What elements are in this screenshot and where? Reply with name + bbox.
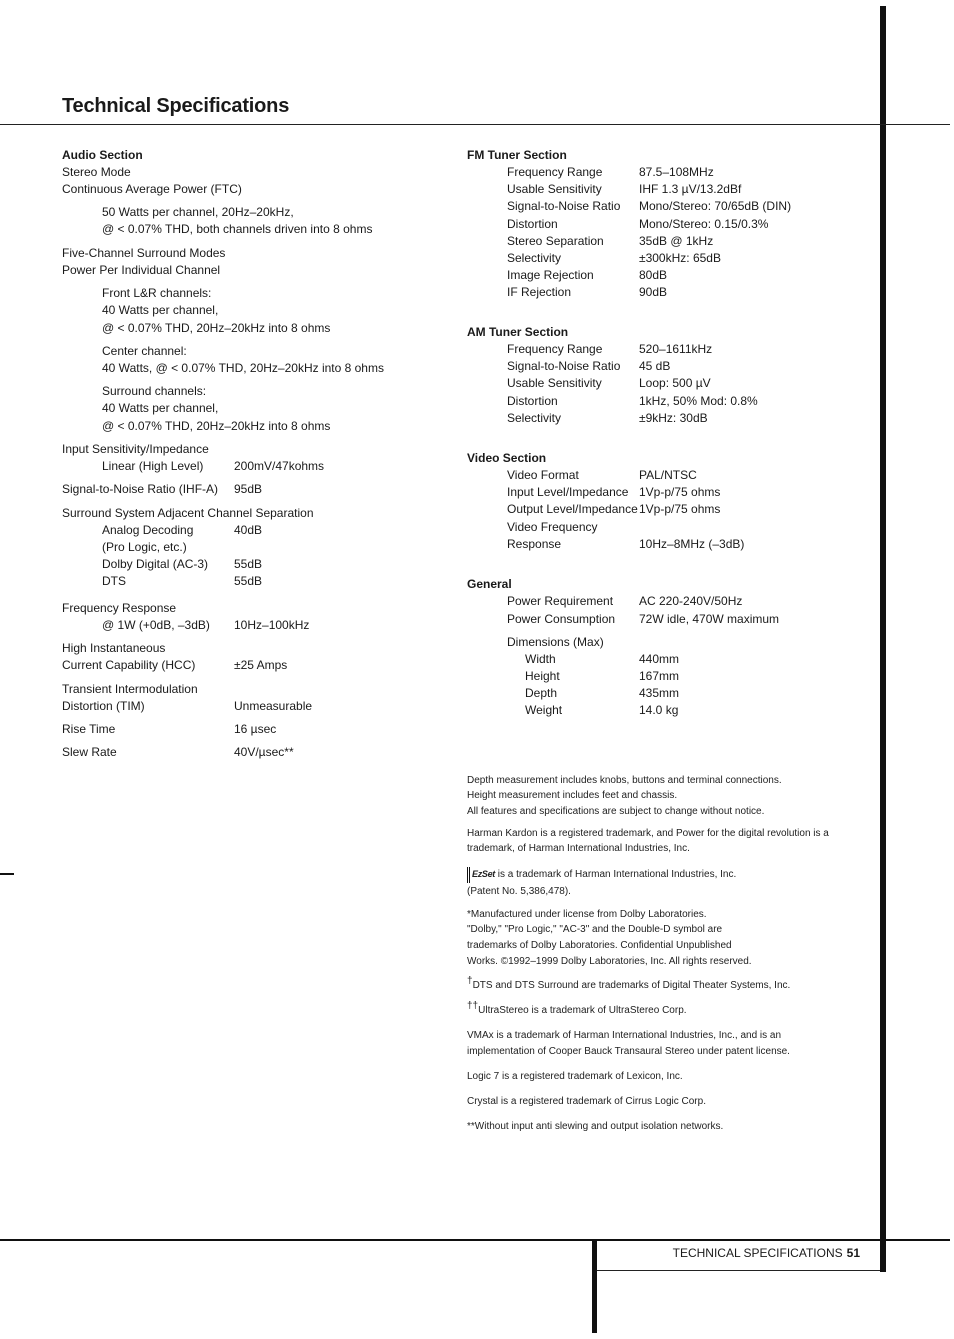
dagger-mark: † (467, 975, 473, 987)
spec-label: Input Level/Impedance (507, 485, 629, 500)
footnote-dts (467, 975, 791, 994)
footer-rule (0, 1239, 950, 1241)
fm-labels (507, 164, 620, 302)
spec-value: PAL/NTSC (639, 468, 697, 482)
spec-text: @ < 0.07% THD, both channels driven into 8 ohms (102, 222, 373, 236)
spec-value: 435mm (639, 686, 680, 700)
spec-label: Current Capability (HCC) (62, 658, 196, 672)
spec-label: (Pro Logic, etc.) (102, 540, 187, 554)
spec-label: Power Per Individual Channel (62, 263, 221, 277)
spec-label: Frequency Range (507, 342, 603, 356)
margin-tick (0, 873, 14, 875)
spec-value: 55dB (234, 557, 263, 571)
spec-value: Mono/Stereo: 70/65dB (DIN) (639, 199, 792, 214)
spec-label: Output Level/Impedance (507, 502, 638, 517)
spec-label: Depth (525, 686, 558, 700)
spec-label: Stereo Mode (62, 165, 131, 179)
spec-label: Continuous Average Power (FTC) (62, 182, 242, 196)
spec-value: 16 µsec (234, 722, 277, 736)
spec-value (639, 519, 744, 536)
footnote-text: (Patent No. 5,386,478). (467, 886, 571, 897)
footnote-text: Logic 7 is a registered trademark of Lexicon, Inc. (467, 1071, 683, 1082)
spec-text: @ < 0.07% THD, 20Hz–20kHz into 8 ohms (102, 419, 331, 433)
footnote-ultrastereo (467, 1000, 687, 1019)
double-dagger-mark: †† (467, 1000, 479, 1012)
spec-label: Slew Rate (62, 745, 117, 759)
spec-label: Linear (High Level) (102, 459, 204, 473)
spec-value: Mono/Stereo: 0.15/0.3% (639, 216, 769, 231)
footnote-text: All features and specifications are subject to change without notice. (467, 806, 765, 817)
fm-values (639, 164, 791, 302)
spec-label: @ 1W (+0dB, –3dB) (102, 618, 210, 632)
spec-label: Image Rejection (507, 268, 594, 283)
video-labels (507, 467, 638, 553)
spec-label: Analog Decoding (102, 523, 194, 537)
spec-value: 200mV/47kohms (234, 459, 325, 473)
footer-underline (597, 1270, 880, 1271)
spec-label: Dimensions (Max) (507, 635, 604, 649)
page-footer (660, 1246, 860, 1260)
spec-value: 1kHz, 50% Mod: 0.8% (639, 393, 758, 408)
spec-label: DTS (102, 574, 126, 588)
spec-label: Stereo Separation (507, 233, 604, 248)
spec-text: 50 Watts per channel, 20Hz–20kHz, (102, 205, 294, 219)
footnote-text: *Manufactured under license from Dolby Laboratories. (467, 909, 707, 920)
page-number: 51 (846, 1246, 860, 1260)
spec-label: Selectivity (507, 251, 562, 266)
footnote-text: is a trademark of Harman International Industries, Inc. (497, 869, 737, 880)
spec-value: 72W idle, 470W maximum (639, 612, 780, 626)
spec-label: Frequency Range (507, 165, 603, 179)
footnote-text: DTS and DTS Surround are trademarks of Digital Theater Systems, Inc. (472, 980, 791, 991)
fm-section-heading: FM Tuner Section (467, 148, 567, 162)
spec-value: 520–1611kHz (639, 342, 713, 356)
spec-value: ±9kHz: 30dB (639, 410, 708, 425)
spec-value: 87.5–108MHz (639, 165, 714, 179)
spec-label: Usable Sensitivity (507, 376, 602, 391)
spec-label: Input Sensitivity/Impedance (62, 442, 209, 456)
spec-label: Selectivity (507, 410, 562, 425)
spec-label: Power Consumption (507, 612, 616, 626)
footnote-text: Works. ©1992–1999 Dolby Laboratories, Inc. All rights reserved. (467, 956, 752, 967)
spec-value: 440mm (639, 652, 680, 666)
title-rule (0, 124, 950, 125)
spec-label: Five-Channel Surround Modes (62, 246, 226, 260)
spec-value: 45 dB (639, 359, 671, 374)
spec-value: IHF 1.3 µV/13.2dBf (639, 182, 742, 197)
video-values (639, 467, 744, 553)
spec-value: AC 220-240V/50Hz (639, 594, 743, 608)
spec-label: Transient Intermodulation (62, 682, 198, 696)
spec-label: Signal-to-Noise Ratio (507, 199, 621, 214)
footnote-text: Harman Kardon is a registered trademark, and Power for the digital revolution is a (467, 828, 829, 839)
spec-value: 10Hz–8MHz (–3dB) (639, 536, 745, 551)
spec-value: 1Vp-p/75 ohms (639, 485, 721, 500)
footnote-text: Depth measurement includes knobs, buttons and terminal connections. (467, 775, 782, 786)
spec-label: Signal-to-Noise Ratio (IHF-A) (62, 482, 219, 496)
spec-text: 40 Watts per channel, (102, 303, 219, 317)
footnote-text: Height measurement includes feet and chassis. (467, 790, 678, 801)
spec-value: 55dB (234, 574, 263, 588)
footnote-text: implementation of Cooper Bauck Transaural Stereo under patent license. (467, 1046, 790, 1057)
spec-value: ±25 Amps (234, 658, 288, 672)
footnote-text: trademark, of Harman International Industries, Inc. (467, 843, 690, 854)
footnote-text: "Dolby," "Pro Logic," "AC-3" and the Double-D symbol are (467, 924, 723, 935)
spec-text: 40 Watts per channel, (102, 401, 219, 415)
am-section-heading: AM Tuner Section (467, 325, 569, 339)
spec-value: 90dB (639, 285, 668, 300)
spec-label: Frequency Response (62, 601, 177, 615)
am-labels (507, 341, 620, 427)
spec-label: Video Frequency (507, 519, 598, 534)
ezset-logo-icon: EzSet (467, 867, 495, 883)
right-margin-bar (880, 6, 886, 1272)
spec-value: 80dB (639, 268, 668, 283)
spec-label: Rise Time (62, 722, 116, 736)
spec-value: 40dB (234, 523, 263, 537)
spec-label: Response (507, 536, 562, 551)
spec-text: @ < 0.07% THD, 20Hz–20kHz into 8 ohms (102, 321, 331, 335)
spec-label: Height (525, 669, 560, 683)
spec-value: 40V/µsec** (234, 745, 294, 759)
spec-value: 1Vp-p/75 ohms (639, 502, 721, 517)
footnote-text: VMAx is a trademark of Harman International Industries, Inc., and is an (467, 1030, 782, 1041)
spec-label: IF Rejection (507, 285, 572, 300)
spec-label: High Instantaneous (62, 641, 166, 655)
footnote-text: UltraStereo is a trademark of UltraStereo Corp. (478, 1005, 687, 1016)
spec-label: Dolby Digital (AC-3) (102, 557, 209, 571)
spec-text: Surround channels: (102, 384, 207, 398)
footnote-text: Crystal is a registered trademark of Cirrus Logic Corp. (467, 1096, 706, 1107)
footnote-ezset (467, 867, 736, 883)
audio-section-heading: Audio Section (62, 148, 143, 162)
spec-value: Loop: 500 µV (639, 376, 711, 391)
spec-value: Unmeasurable (234, 699, 313, 713)
video-section-heading: Video Section (467, 451, 547, 465)
spec-value: ±300kHz: 65dB (639, 251, 721, 266)
spec-label: Signal-to-Noise Ratio (507, 359, 621, 374)
spec-label: Usable Sensitivity (507, 182, 602, 197)
spec-label: Surround System Adjacent Channel Separation (62, 506, 314, 520)
footnote-text: trademarks of Dolby Laboratories. Confidential Unpublished (467, 940, 732, 951)
spec-label: Video Format (507, 468, 579, 482)
spec-value: 10Hz–100kHz (234, 618, 310, 632)
spec-value: 14.0 kg (639, 703, 679, 717)
spec-label: Width (525, 652, 556, 666)
spec-text: 40 Watts, @ < 0.07% THD, 20Hz–20kHz into 8 ohms (102, 361, 384, 375)
footer-bar (592, 1241, 597, 1333)
page-title: Technical Specifications (62, 95, 290, 117)
spec-label: Distortion (TIM) (62, 699, 145, 713)
spec-label: Power Requirement (507, 594, 614, 608)
spec-value: 95dB (234, 482, 263, 496)
general-section-heading: General (467, 577, 512, 591)
spec-label: Weight (525, 703, 563, 717)
spec-value: 167mm (639, 669, 680, 683)
spec-text: Center channel: (102, 344, 187, 358)
spec-value: 35dB @ 1kHz (639, 233, 714, 248)
am-values (639, 341, 758, 427)
spec-label: Distortion (507, 393, 558, 408)
footnote-text: **Without input anti slewing and output isolation networks. (467, 1121, 724, 1132)
spec-text: Front L&R channels: (102, 286, 212, 300)
footer-label: TECHNICAL SPECIFICATIONS (672, 1246, 843, 1260)
spec-label: Distortion (507, 216, 558, 231)
